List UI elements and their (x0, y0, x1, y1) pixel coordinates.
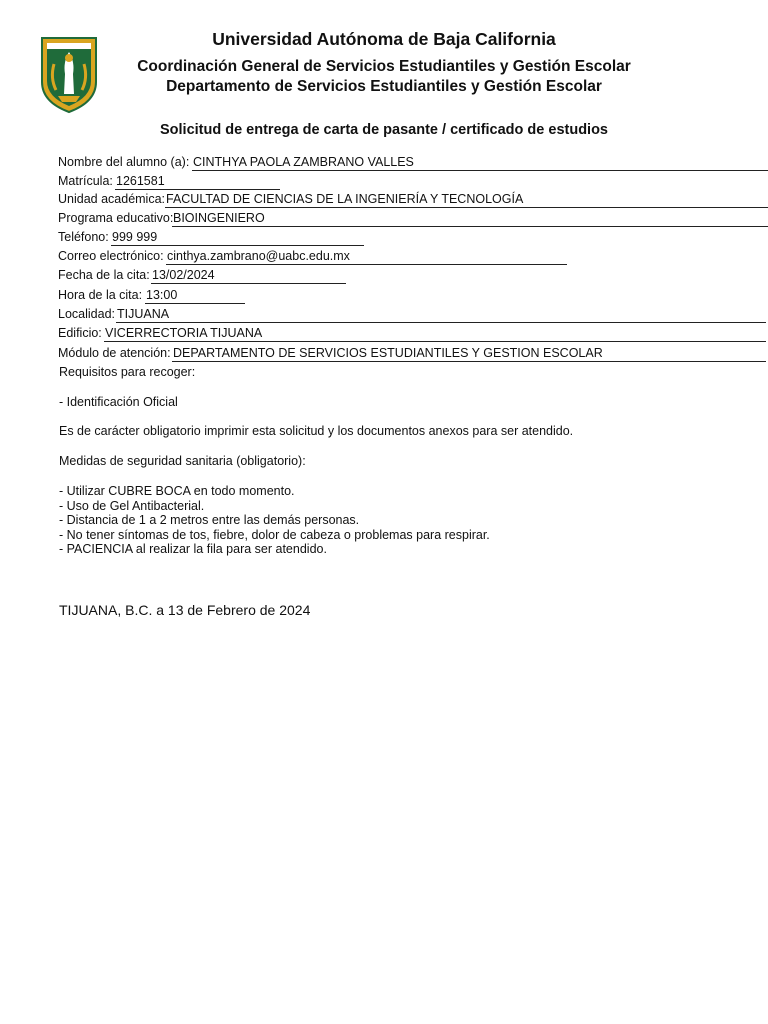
place-date: TIJUANA, B.C. a 13 de Febrero de 2024 (59, 602, 311, 618)
requirement-item: - Identificación Oficial (59, 395, 178, 409)
field-label: Programa educativo: (58, 211, 174, 225)
field-label: Fecha de la cita: (58, 268, 150, 282)
field-value: BIOINGENIERO (172, 210, 768, 227)
field-label: Edificio: (58, 326, 102, 340)
sanitary-item: - PACIENCIA al realizar la fila para ser atendido. (59, 542, 327, 557)
field-label: Correo electrónico: (58, 249, 164, 263)
requirements-note: Es de carácter obligatorio imprimir esta solicitud y los documentos anexos para ser atendido. (59, 424, 574, 438)
field-value: 999 999 (111, 229, 364, 246)
university-title: Universidad Autónoma de Baja California (212, 29, 556, 49)
field-value: TIJUANA (116, 306, 766, 323)
field-label: Módulo de atención: (58, 346, 171, 360)
sanitary-item: - No tener síntomas de tos, fiebre, dolor de cabeza o problemas para respirar. (59, 527, 490, 542)
field-value: VICERRECTORIA TIJUANA (104, 325, 766, 342)
field-label: Unidad académica: (58, 192, 166, 206)
form-title: Solicitud de entrega de carta de pasante / certificado de estudios (159, 122, 608, 138)
field-label: Teléfono: (58, 230, 109, 244)
field-value: FACULTAD DE CIENCIAS DE LA INGENIERÍA Y TECNOLOGÍA (165, 191, 768, 208)
field-label: Localidad: (58, 307, 115, 321)
coordination-title: Coordinación General de Servicios Estudiantiles y Gestión Escolar (137, 58, 631, 75)
field-value: cinthya.zambrano@uabc.edu.mx (166, 248, 567, 265)
sanitary-list (59, 484, 490, 557)
field-value: 13:00 (145, 287, 245, 304)
sanitary-item: - Distancia de 1 a 2 metros entre las demás personas. (59, 513, 360, 528)
field-value: DEPARTAMENTO DE SERVICIOS ESTUDIANTILES Y GESTION ESCOLAR (172, 345, 766, 362)
sanitary-heading: Medidas de seguridad sanitaria (obligatorio): (59, 454, 306, 468)
sanitary-item: - Utilizar CUBRE BOCA en todo momento. (59, 484, 295, 498)
field-label: Nombre del alumno (a): (58, 155, 190, 169)
field-label: Matrícula: (58, 174, 113, 188)
field-value: 1261581 (115, 173, 280, 190)
field-label: Hora de la cita: (58, 288, 143, 302)
field-value: CINTHYA PAOLA ZAMBRANO VALLES (192, 154, 768, 171)
field-value: 13/02/2024 (151, 267, 346, 284)
department-title: Departamento de Servicios Estudiantiles y Gestión Escolar (166, 78, 602, 95)
sanitary-item: - Uso de Gel Antibacterial. (59, 498, 205, 513)
requirements-heading: Requisitos para recoger: (59, 365, 196, 379)
